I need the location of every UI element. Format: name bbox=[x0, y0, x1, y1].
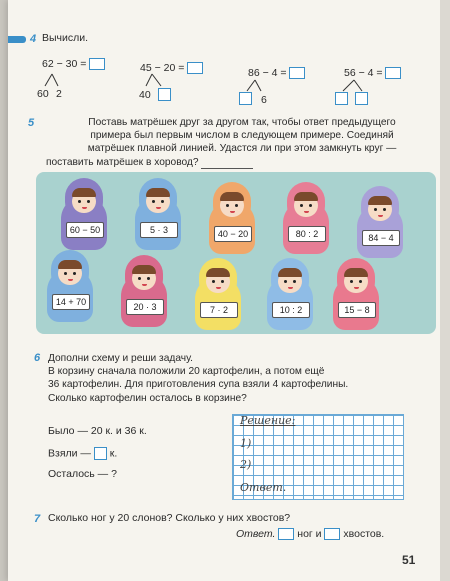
ex4-part1-box[interactable] bbox=[335, 92, 348, 105]
doll-eye bbox=[359, 280, 362, 283]
page-number: 51 bbox=[402, 553, 416, 567]
task-4-number: 4 bbox=[30, 33, 37, 45]
tails-answer-box[interactable] bbox=[324, 528, 340, 540]
doll-eye bbox=[152, 200, 155, 203]
solution-step-1: 1) bbox=[240, 437, 252, 450]
task-6-line-3: 36 картофелин. Для приготовления супа взяли 4 картофелины. bbox=[48, 379, 349, 391]
doll-eye bbox=[300, 204, 303, 207]
legs-answer-box[interactable] bbox=[278, 528, 294, 540]
doll-eye bbox=[226, 204, 229, 207]
task-5-line-4 bbox=[44, 156, 440, 169]
matryoshka-doll[interactable] bbox=[333, 258, 379, 330]
doll-hair bbox=[206, 268, 230, 277]
task-6-line-4: Сколько картофелин осталось в корзине? bbox=[48, 392, 247, 404]
ex1-part2: 2 bbox=[56, 88, 62, 100]
doll-hair bbox=[220, 192, 244, 201]
task-7-tails: хвостов. bbox=[343, 528, 385, 540]
task-7-question: Сколько ног у 20 слонов? Сколько у них хвостов? bbox=[48, 512, 291, 524]
ex1-part1: 60 bbox=[37, 88, 49, 100]
ex3-part2: 6 bbox=[261, 94, 267, 106]
doll-eye bbox=[309, 204, 312, 207]
matryoshka-doll[interactable] bbox=[283, 182, 329, 254]
solution-title: Решение: bbox=[240, 414, 296, 427]
ex4-answer-box[interactable] bbox=[385, 67, 401, 79]
doll-example-label: 60 − 50 bbox=[66, 222, 104, 238]
task-7-answer-row bbox=[236, 528, 384, 541]
doll-hair bbox=[132, 265, 156, 274]
task-7-number: 7 bbox=[34, 513, 41, 525]
scheme-took-unit: к. bbox=[109, 447, 118, 460]
scheme-took-box[interactable] bbox=[94, 447, 107, 460]
doll-eye bbox=[64, 272, 67, 275]
doll-example-label: 20 · 3 bbox=[126, 299, 164, 315]
doll-eye bbox=[212, 280, 215, 283]
task-5-text bbox=[44, 116, 440, 169]
doll-eye bbox=[383, 208, 386, 211]
matryoshka-doll[interactable] bbox=[195, 258, 241, 330]
doll-eye bbox=[78, 200, 81, 203]
ex4-expression: 56 − 4 = bbox=[344, 67, 383, 79]
task-4-ex2 bbox=[140, 62, 203, 75]
task-4-title: Вычисли. bbox=[42, 32, 89, 44]
task-6-line-1: Дополни схему и реши задачу. bbox=[48, 353, 193, 364]
doll-example-label: 15 − 8 bbox=[338, 302, 376, 318]
doll-eye bbox=[138, 277, 141, 280]
task-5-number: 5 bbox=[28, 117, 35, 129]
doll-hair bbox=[344, 268, 368, 277]
solution-step-2: 2) bbox=[240, 458, 252, 471]
doll-eye bbox=[293, 280, 296, 283]
doll-eye bbox=[374, 208, 377, 211]
task-6-text bbox=[48, 352, 428, 405]
task-6-line-2: В корзину сначала положили 20 картофелин, а потом ещё bbox=[48, 366, 325, 378]
task-5-line-4-text: поставить матрёшек в хоровод? bbox=[46, 156, 199, 168]
doll-eye bbox=[147, 277, 150, 280]
doll-hair bbox=[146, 188, 170, 197]
matryoshka-doll[interactable] bbox=[121, 255, 167, 327]
doll-hair bbox=[294, 192, 318, 201]
doll-example-label: 10 : 2 bbox=[272, 302, 310, 318]
ex3-answer-box[interactable] bbox=[289, 67, 305, 79]
doll-eye bbox=[87, 200, 90, 203]
doll-eye bbox=[73, 272, 76, 275]
doll-eye bbox=[284, 280, 287, 283]
task-4-ex4 bbox=[344, 67, 401, 80]
scheme-left: Осталось — ? bbox=[48, 468, 117, 480]
task-5-answer-line[interactable] bbox=[201, 168, 253, 169]
next-page-edge bbox=[440, 0, 450, 581]
doll-hair bbox=[58, 260, 82, 269]
matryoshka-doll[interactable] bbox=[135, 178, 181, 250]
matryoshka-doll[interactable] bbox=[267, 258, 313, 330]
doll-hair bbox=[368, 196, 392, 205]
page-binding-shadow bbox=[0, 0, 8, 581]
task-4-ex1 bbox=[42, 58, 105, 71]
task-7-legs: ног и bbox=[297, 528, 322, 540]
doll-eye bbox=[350, 280, 353, 283]
scheme-was: Было — 20 к. и 36 к. bbox=[48, 425, 147, 437]
ex3-expression: 86 − 4 = bbox=[248, 67, 287, 79]
doll-example-label: 84 − 4 bbox=[362, 230, 400, 246]
ex2-part2-box[interactable] bbox=[158, 88, 171, 101]
matryoshka-doll[interactable] bbox=[209, 182, 255, 254]
ex1-expression: 62 − 30 = bbox=[42, 58, 87, 70]
matryoshka-doll[interactable] bbox=[61, 178, 107, 250]
task-4-marker bbox=[8, 36, 26, 43]
ex2-answer-box[interactable] bbox=[187, 62, 203, 74]
scheme-took-label: Взяли — bbox=[48, 447, 91, 460]
doll-hair bbox=[72, 188, 96, 197]
doll-example-label: 80 : 2 bbox=[288, 226, 326, 242]
ex1-answer-box[interactable] bbox=[89, 58, 105, 70]
task-4-ex3 bbox=[248, 67, 305, 80]
task-7-answer-label: Ответ. bbox=[236, 528, 276, 540]
ex2-part1: 40 bbox=[139, 89, 151, 101]
matryoshka-doll[interactable] bbox=[47, 250, 93, 322]
task-5-line-2: примера был первым числом в следующем примере. Соединяй bbox=[90, 130, 394, 142]
ex3-part1-box[interactable] bbox=[239, 92, 252, 105]
scheme-took bbox=[48, 447, 117, 460]
matryoshka-doll[interactable] bbox=[357, 186, 403, 258]
task-5-line-1: Поставь матрёшек друг за другом так, чтобы ответ предыдущего bbox=[88, 117, 396, 128]
doll-hair bbox=[278, 268, 302, 277]
solution-answer: Ответ. bbox=[240, 481, 287, 494]
doll-example-label: 14 + 70 bbox=[52, 294, 90, 310]
doll-example-label: 40 − 20 bbox=[214, 226, 252, 242]
ex2-expression: 45 − 20 = bbox=[140, 62, 185, 74]
doll-example-label: 5 · 3 bbox=[140, 222, 178, 238]
doll-eye bbox=[161, 200, 164, 203]
ex4-part2-box[interactable] bbox=[355, 92, 368, 105]
doll-eye bbox=[221, 280, 224, 283]
task-6-number: 6 bbox=[34, 352, 41, 364]
doll-eye bbox=[235, 204, 238, 207]
task-5-line-3: матрёшек плавной линией. Удастся ли при этом замкнуть круг — bbox=[87, 143, 397, 155]
doll-example-label: 7 · 2 bbox=[200, 302, 238, 318]
